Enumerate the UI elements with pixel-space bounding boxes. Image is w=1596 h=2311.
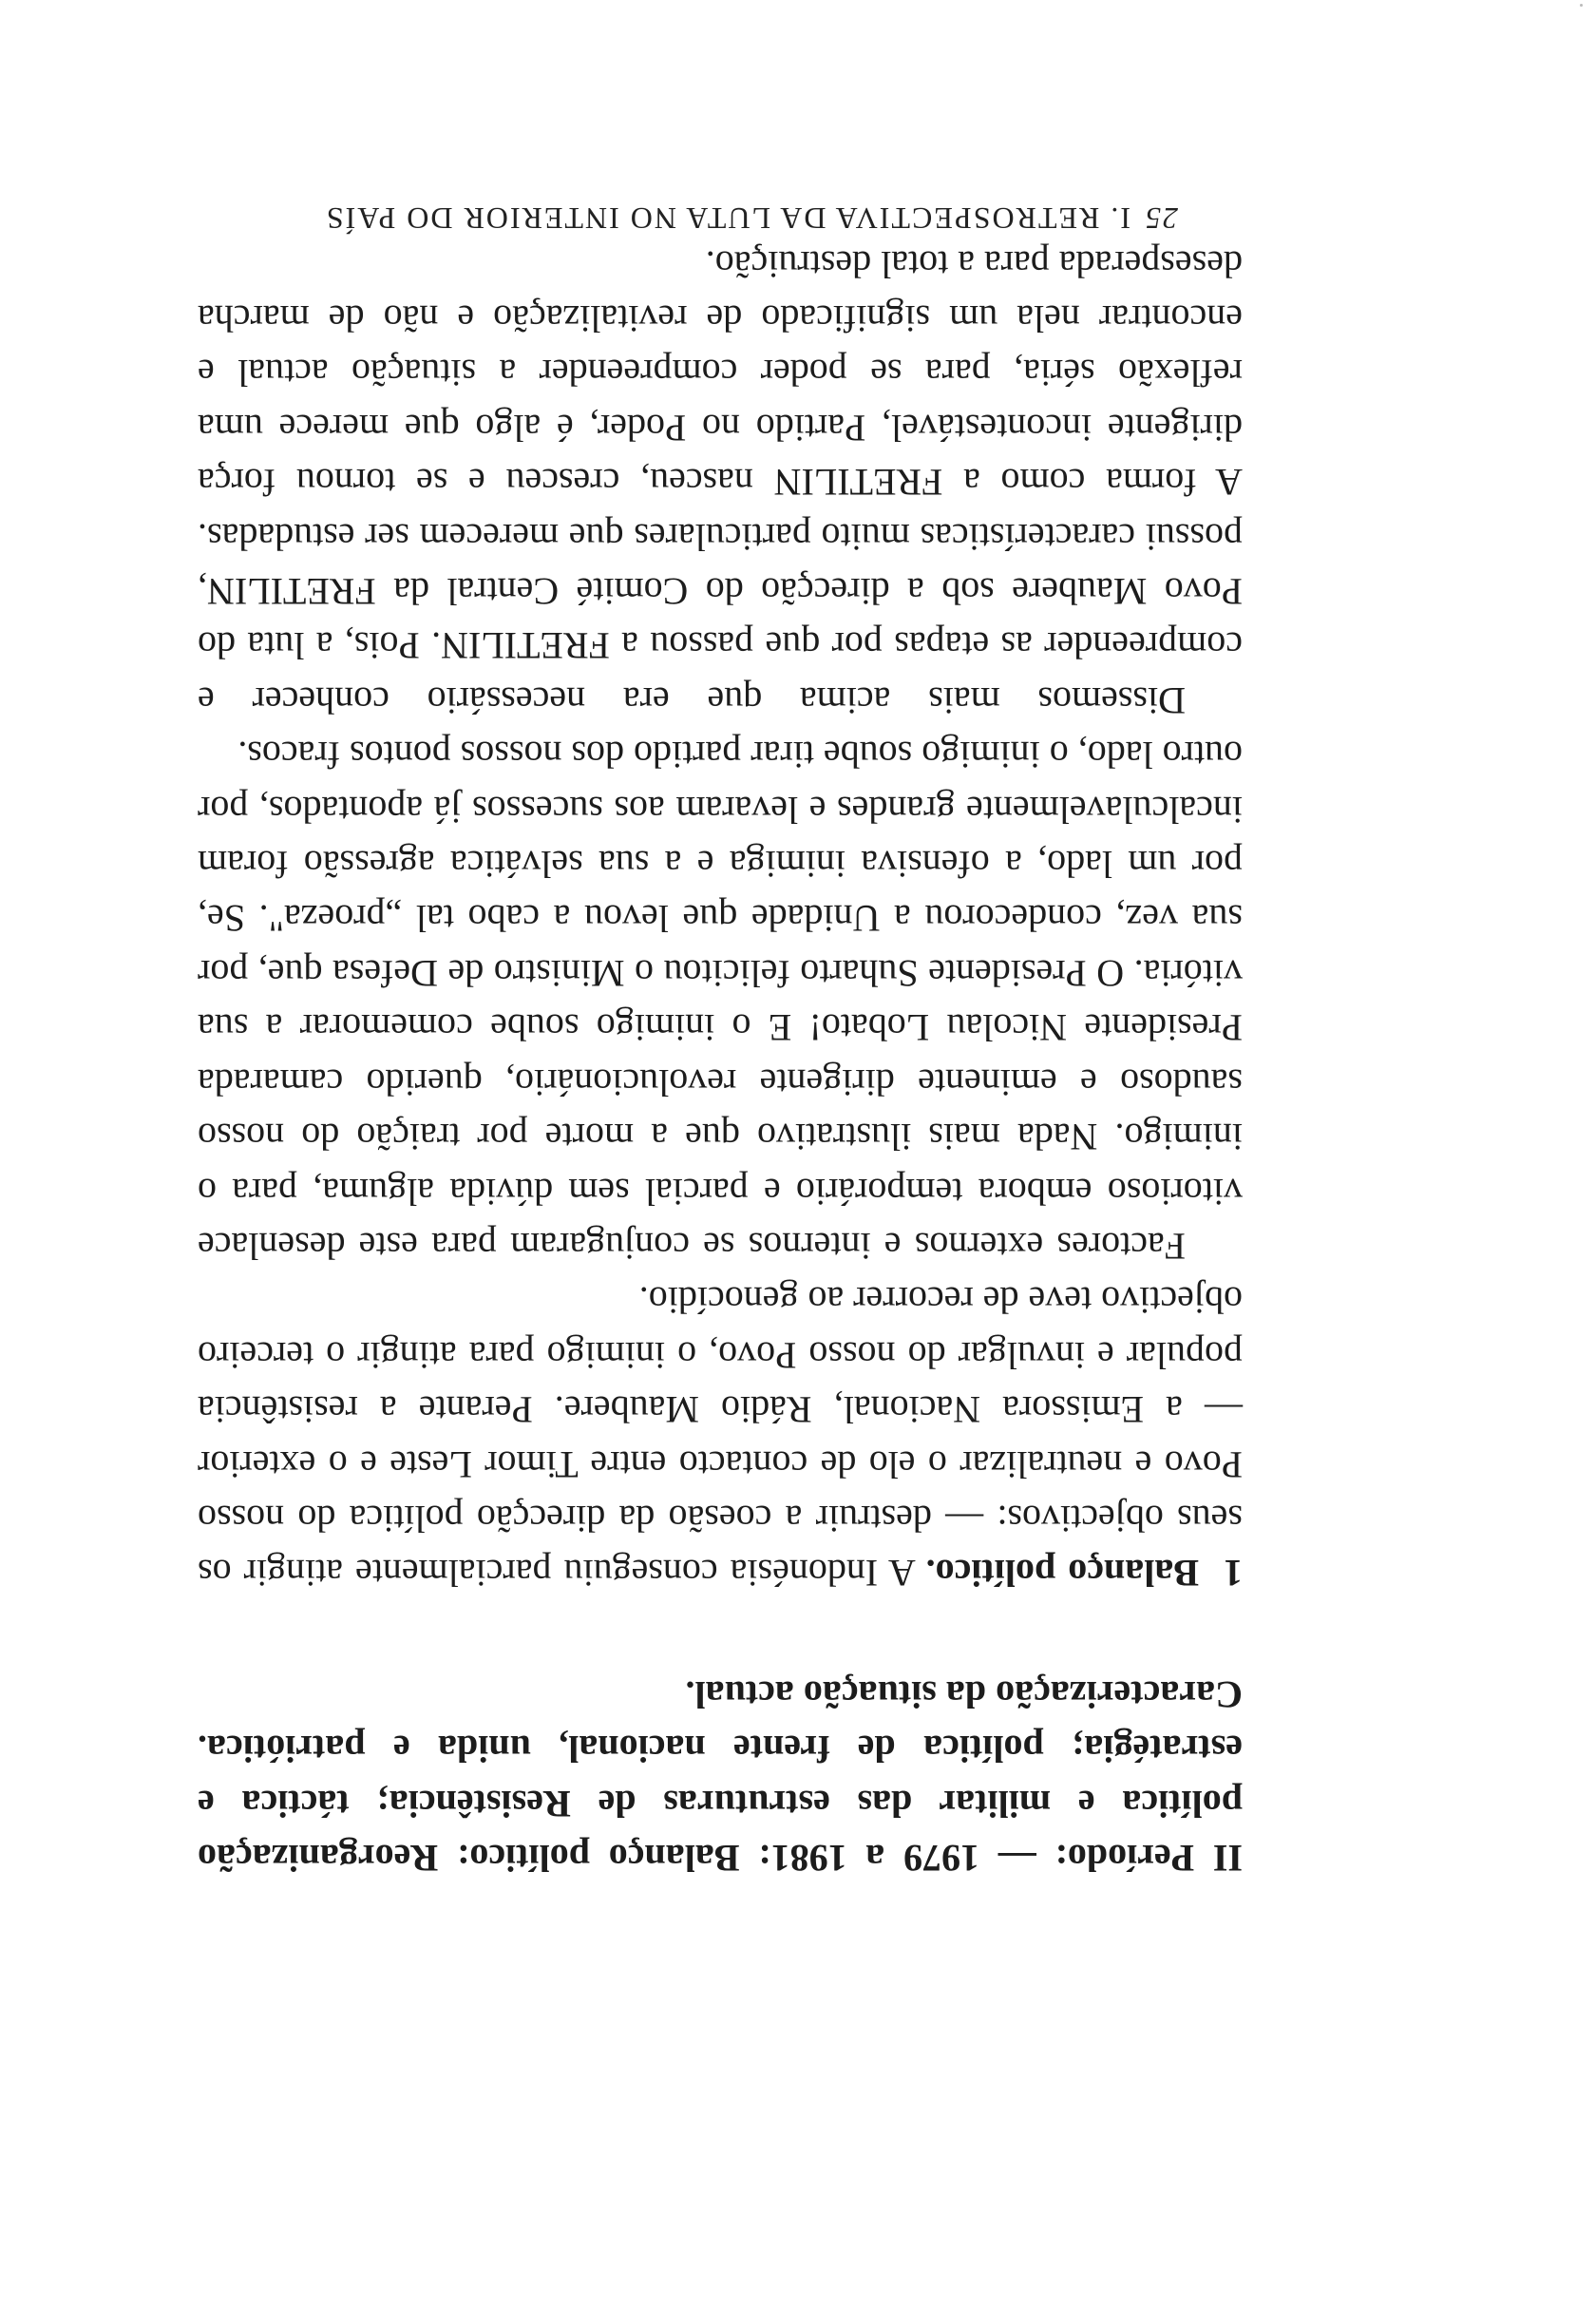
subsection-text: A Indonésia conseguiu parcialmente atingir os seus objectivos: — destruir a coesão da direcção política do nosso Povo e neutralizar o elo de contacto entre Timor Leste e o exterior — a Emissora Nacional, Rádio Maubere. Perante a resistência popular e invulgar do nosso Povo, o inimigo para atingir o terceiro objectivo teve de recorrer ao genocídio. (198, 1279, 1243, 1595)
subsection-number: 1 (1224, 1552, 1243, 1595)
running-head (228, 201, 1178, 236)
paragraph: Factores externos e internos se conjugaram para este desenlace vitorioso embora temporário e parcial sem dúvida alguma, para o inimigo. Nada mais ilustrativo que a morte por traição do nosso saudoso e eminente dirigente revolucionário, querido camarada Presidente Nicolau Lobato! E o inimigo soube comemorar a sua vitória. O Presidente Suharto felicitou o Ministro de Defesa que, por sua vez, condecorou a Unidade que levou a cabo tal „proeza". Se, por um lado, a ofensiva inimiga e a sua selvática agressão foram incalculavelmente grandes e levaram aos sucessos já apontados, por outro lado, o inimigo soube tirar partido dos nossos pontos fracos. (198, 734, 1243, 1268)
paragraph: Dissemos mais acima que era necessário conhecer e compreender as etapas por que passou a FRETILIN. Pois, a luta do Povo Maubere sob a direcção do Comité Central da FRETILIN, possui características muito particulares que merecem ser estudadas. A forma como a FRETILIN nasceu, cresceu e se tornou força dirigente incontestável, Partido no Poder, é algo que merece uma reflexão séria, para se poder compreender a situação actual e encontrar nela um significado de revitalização e não de marcha desesperada para a total destruição. (198, 242, 1243, 722)
subsection-paragraph (198, 1273, 1243, 1600)
section-heading: II Período: — 1979 a 1981: Balanço político: Reorganização política e militar das estruturas de Resistência; táctica e estratégia; política de frente nacional, unida e patriótica. Caracterização da situação actual. (198, 1672, 1243, 1880)
scan-speck (1580, 4, 1583, 7)
running-head-title: I. RETROSPECTIVA DA LUTA NO INTERIOR DO PAÍS (324, 201, 1130, 236)
body-text (198, 237, 1243, 1885)
page-number: 25 (1144, 201, 1178, 236)
subsection-title: Balanço político. (925, 1552, 1200, 1595)
